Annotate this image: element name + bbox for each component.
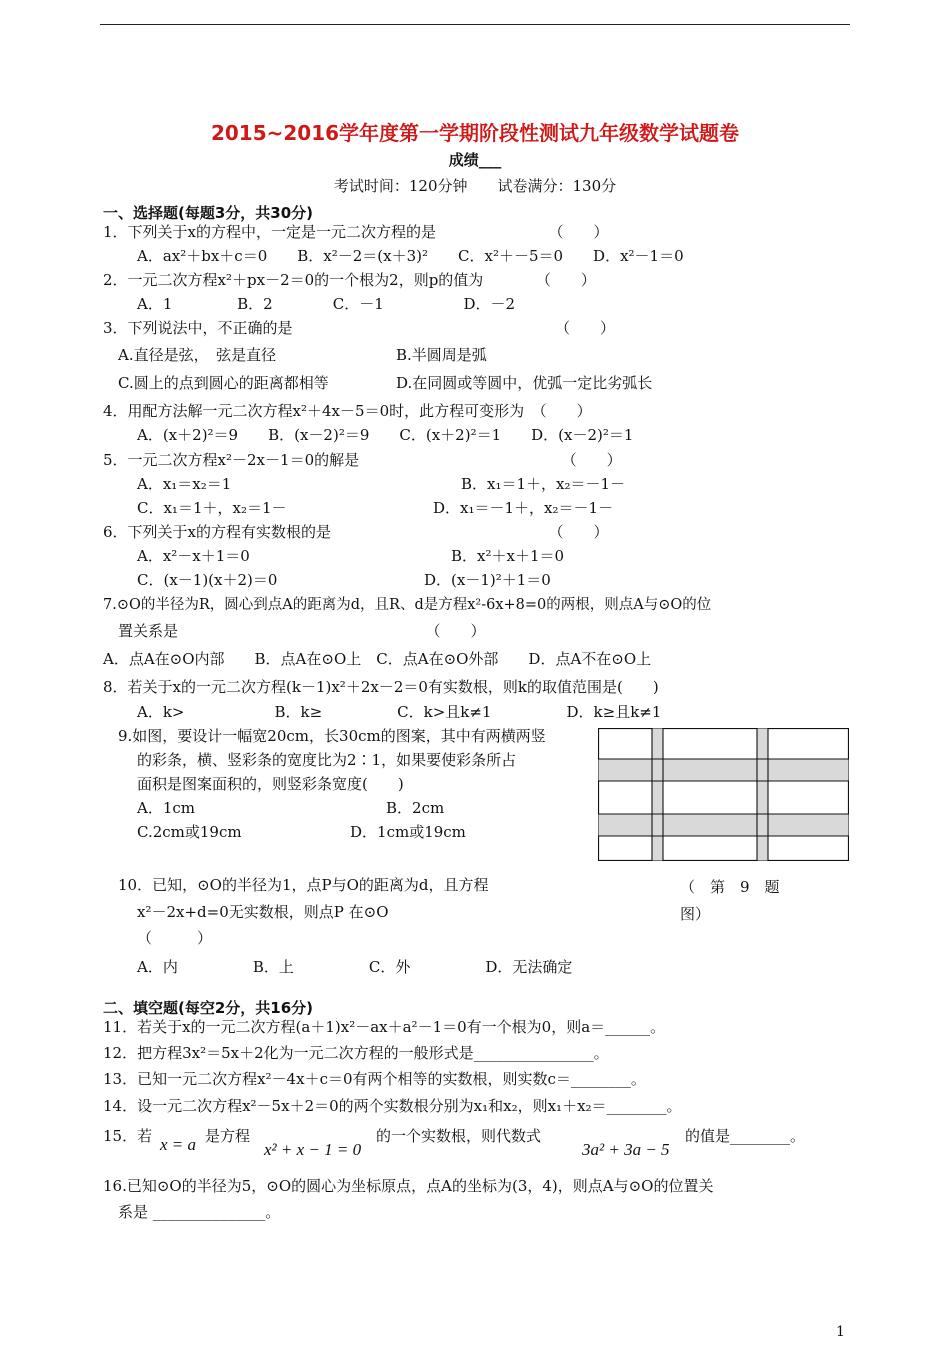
q6-option-c: C．(x－1)(x＋2)＝0	[137, 571, 278, 589]
q9-option-c: C.2cm或19cm	[137, 823, 242, 841]
q6-option-a: A．x²－x＋1＝0	[137, 547, 250, 565]
section-2-heading: 二、填空题(每空2分，共16分)	[103, 999, 314, 1017]
q16-line-1: 16.已知⊙O的半径为5，⊙O的圆心为坐标原点，点A的坐标为(3，4)，则点A与⊙O的位置关	[103, 1177, 714, 1195]
q7-stem-line-2: 置关系是 （ ）	[118, 622, 486, 640]
q5-option-d: D．x₁＝－1＋，x₂＝－1－	[433, 499, 614, 517]
q9-horizontal-strip-1	[599, 759, 849, 781]
q15-equation: x² + x − 1 = 0	[264, 1140, 362, 1159]
q6-stem: 6．下列关于x的方程有实数根的是 （ ）	[103, 523, 609, 541]
q7-options: A．点A在⊙O内部 B．点A在⊙O上 C．点A在⊙O外部 D．点A不在⊙O上	[103, 650, 652, 668]
q9-vertical-strip-2	[757, 729, 768, 861]
q10-options: A．内 B．上 C．外 D．无法确定	[137, 958, 573, 976]
q2-stem: 2．一元二次方程x²＋px－2＝0的一个根为2，则p的值为 （ ）	[103, 271, 596, 289]
exam-title: 2015~2016学年度第一学期阶段性测试九年级数学试题卷	[210, 121, 740, 145]
q9-option-b: B．2cm	[386, 799, 445, 817]
q15-middle-text: 是方程	[205, 1127, 251, 1145]
q9-line-2: 的彩条，横、竖彩条的宽度比为2∶1，如果要使彩条所占	[137, 751, 517, 769]
q5-option-c: C．x₁＝1＋，x₂＝1－	[137, 499, 287, 517]
q5-option-b: B．x₁＝1＋，x₂＝－1－	[461, 475, 626, 493]
q9-caption-line-2: 图）	[680, 905, 711, 923]
page-number: 1	[836, 1324, 845, 1340]
q7-stem-line-1: 7.⊙O的半径为R，圆心到点A的距离为d，且R、d是方程x²-6x+8=0的两根，则点A与⊙O的位	[103, 597, 712, 613]
section-1-heading: 一、选择题(每题3分，共30分)	[103, 204, 314, 222]
q3-option-c: C.圆上的点到圆心的距离都相等	[118, 374, 329, 392]
q1-options: A．ax²＋bx＋c＝0 B．x²－2＝(x＋3)² C．x²＋－5＝0 D．x²－1＝0	[137, 247, 684, 265]
q3-option-d: D.在同圆或等圆中，优弧一定比劣弧长	[396, 374, 653, 392]
q15-middle-text-2: 的一个实数根，则代数式	[376, 1127, 542, 1145]
q10-line-2: x²－2x+d=0无实数根，则点P 在⊙O	[137, 903, 389, 921]
q10-line-3: （ ）	[137, 929, 213, 947]
q9-horizontal-strip-2	[599, 814, 849, 836]
q6-option-b: B．x²＋x＋1＝0	[451, 547, 565, 565]
q8-stem: 8．若关于x的一元二次方程(k－1)x²＋2x－2＝0有实数根，则k的取值范围是( )	[103, 678, 659, 696]
q9-vertical-strip-1	[652, 729, 663, 861]
q15-suffix: 的值是________。	[685, 1127, 806, 1145]
q15-prefix: 15．若	[103, 1127, 153, 1145]
q11-text: 11．若关于x的一元二次方程(a＋1)x²－ax＋a²－1＝0有一个根为0，则a＝______。	[103, 1018, 666, 1036]
q8-options: A．k> B．k≥ C．k>且k≠1 D．k≥且k≠1	[137, 703, 662, 721]
q10-line-1: 10．已知，⊙O的半径为1，点P与O的距离为d，且方程	[118, 876, 489, 894]
q6-option-d: D．(x－1)²＋1＝0	[424, 571, 551, 589]
q14-text: 14．设一元二次方程x²－5x＋2＝0的两个实数根分别为x₁和x₂，则x₁＋x₂＝________。	[103, 1097, 682, 1115]
q1-stem: 1．下列关于x的方程中，一定是一元二次方程的是 （ ）	[103, 223, 609, 241]
q5-stem: 5．一元二次方程x²－2x－1＝0的解是 （ ）	[103, 451, 622, 469]
exam-info: 考试时间：120分钟 试卷满分：130分	[333, 177, 617, 195]
q9-line-3: 面积是图案面积的，则竖彩条宽度( )	[137, 775, 404, 793]
q13-text: 13．已知一元二次方程x²－4x＋c＝0有两个相等的实数根，则实数c＝________。	[103, 1070, 646, 1088]
q3-option-a: A.直径是弦， 弦是直径	[118, 346, 277, 364]
q4-stem: 4．用配方法解一元二次方程x²＋4x－5＝0时，此方程可变形为 （ ）	[103, 402, 592, 420]
q3-option-b: B.半圆周是弧	[396, 346, 487, 364]
q9-figure	[598, 728, 849, 861]
header-rule	[100, 24, 850, 25]
q9-caption-line-1: （ 第 9 题	[680, 878, 780, 896]
q4-options: A．(x＋2)²＝9 B．(x－2)²＝9 C．(x＋2)²＝1 D．(x－2)²＝1	[137, 426, 634, 444]
q15-equation-x-equals-a: x = a	[160, 1135, 197, 1154]
q5-option-a: A．x₁＝x₂＝1	[137, 475, 232, 493]
q2-options: A．1 B．2 C．－1 D．－2	[137, 295, 516, 313]
q12-text: 12．把方程3x²＝5x＋2化为一元二次方程的一般形式是________________。	[103, 1044, 609, 1062]
q3-stem: 3．下列说法中，不正确的是 （ ）	[103, 319, 616, 337]
q9-line-1: 9.如图，要设计一幅宽20cm，长30cm的图案，其中有两横两竖	[118, 727, 546, 745]
q15-expression: 3a² + 3a − 5	[582, 1140, 670, 1159]
q16-line-2: 系是 _______________。	[118, 1203, 281, 1221]
score-label: 成绩___	[448, 151, 502, 169]
q9-option-a: A．1cm	[137, 799, 196, 817]
q9-figure-border	[599, 729, 849, 861]
q9-option-d: D．1cm或19cm	[350, 823, 466, 841]
